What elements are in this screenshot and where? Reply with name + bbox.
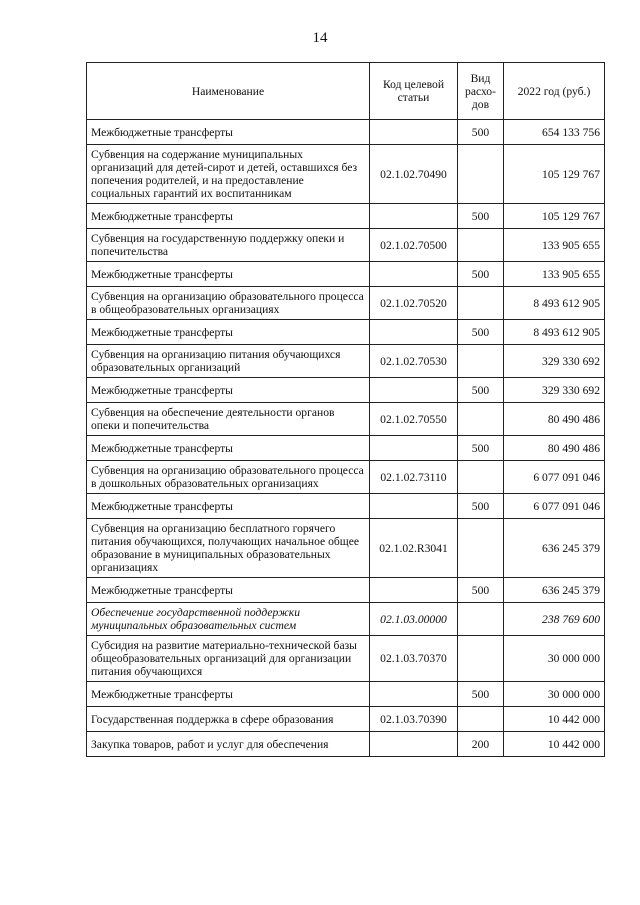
cell-expense-type: 500 <box>458 378 504 403</box>
cell-name: Субвенция на содержание муниципальных организаций для детей-сирот и детей, оставшихся без попечения родителей, и на предоставление социальных гарантий их воспитанникам <box>87 145 370 204</box>
table-row <box>87 436 605 461</box>
cell-name: Межбюджетные трансферты <box>87 578 370 603</box>
table-row <box>87 578 605 603</box>
header-code: Код целевой статьи <box>370 63 458 120</box>
cell-expense-type: 500 <box>458 682 504 707</box>
table-row <box>87 262 605 287</box>
table-row <box>87 229 605 262</box>
table-row <box>87 461 605 494</box>
cell-amount: 329 330 692 <box>504 378 605 403</box>
cell-amount: 105 129 767 <box>504 145 605 204</box>
cell-name: Субвенция на организацию бесплатного горячего питания обучающихся, получающих начальное общее образование в муниципальных образовательных организациях <box>87 519 370 578</box>
table-row <box>87 320 605 345</box>
budget-table <box>86 62 605 757</box>
table-row <box>87 345 605 378</box>
cell-name: Субсидия на развитие материально-технической базы общеобразовательных организаций для организации питания обучающихся <box>87 636 370 682</box>
cell-code <box>370 682 458 707</box>
cell-amount: 80 490 486 <box>504 436 605 461</box>
cell-name: Межбюджетные трансферты <box>87 262 370 287</box>
table-row <box>87 494 605 519</box>
table-row <box>87 603 605 636</box>
cell-name: Субвенция на обеспечение деятельности органов опеки и попечительства <box>87 403 370 436</box>
cell-expense-type: 200 <box>458 732 504 757</box>
cell-expense-type: 500 <box>458 204 504 229</box>
cell-code <box>370 494 458 519</box>
cell-amount: 654 133 756 <box>504 120 605 145</box>
cell-code: 02.1.03.00000 <box>370 603 458 636</box>
cell-code <box>370 578 458 603</box>
cell-amount: 10 442 000 <box>504 732 605 757</box>
header-name: Наименование <box>87 63 370 120</box>
cell-code: 02.1.02.70500 <box>370 229 458 262</box>
cell-name: Межбюджетные трансферты <box>87 494 370 519</box>
table-row <box>87 287 605 320</box>
cell-code: 02.1.02.R3041 <box>370 519 458 578</box>
cell-code: 02.1.02.70520 <box>370 287 458 320</box>
cell-name: Межбюджетные трансферты <box>87 320 370 345</box>
cell-name: Межбюджетные трансферты <box>87 120 370 145</box>
cell-name: Субвенция на организацию образовательного процесса в общеобразовательных организациях <box>87 287 370 320</box>
page-number: 14 <box>312 30 328 46</box>
cell-amount: 8 493 612 905 <box>504 320 605 345</box>
cell-amount: 30 000 000 <box>504 682 605 707</box>
cell-code <box>370 320 458 345</box>
cell-amount: 8 493 612 905 <box>504 287 605 320</box>
cell-expense-type <box>458 403 504 436</box>
table-header-row <box>87 63 605 120</box>
cell-amount: 329 330 692 <box>504 345 605 378</box>
cell-expense-type <box>458 461 504 494</box>
cell-name: Межбюджетные трансферты <box>87 204 370 229</box>
cell-expense-type: 500 <box>458 578 504 603</box>
header-expense-type: Вид расхо-дов <box>458 63 504 120</box>
cell-code <box>370 732 458 757</box>
cell-code: 02.1.02.70530 <box>370 345 458 378</box>
cell-amount: 30 000 000 <box>504 636 605 682</box>
cell-expense-type <box>458 229 504 262</box>
cell-amount: 105 129 767 <box>504 204 605 229</box>
cell-name: Обеспечение государственной поддержки муниципальных образовательных систем <box>87 603 370 636</box>
cell-amount: 133 905 655 <box>504 229 605 262</box>
table-row <box>87 120 605 145</box>
cell-amount: 133 905 655 <box>504 262 605 287</box>
cell-code: 02.1.03.70370 <box>370 636 458 682</box>
cell-expense-type <box>458 345 504 378</box>
cell-code <box>370 120 458 145</box>
cell-expense-type <box>458 707 504 732</box>
cell-expense-type <box>458 636 504 682</box>
table-row <box>87 519 605 578</box>
cell-name: Субвенция на организацию питания обучающихся образовательных организаций <box>87 345 370 378</box>
cell-code <box>370 262 458 287</box>
cell-name: Межбюджетные трансферты <box>87 378 370 403</box>
cell-amount: 636 245 379 <box>504 519 605 578</box>
cell-amount: 6 077 091 046 <box>504 461 605 494</box>
cell-amount: 6 077 091 046 <box>504 494 605 519</box>
cell-code: 02.1.02.70490 <box>370 145 458 204</box>
cell-amount: 636 245 379 <box>504 578 605 603</box>
cell-amount: 80 490 486 <box>504 403 605 436</box>
cell-code <box>370 204 458 229</box>
cell-code: 02.1.02.73110 <box>370 461 458 494</box>
table-row <box>87 682 605 707</box>
table-row <box>87 636 605 682</box>
cell-expense-type: 500 <box>458 120 504 145</box>
cell-expense-type <box>458 287 504 320</box>
cell-name: Субвенция на организацию образовательного процесса в дошкольных образовательных организациях <box>87 461 370 494</box>
cell-name: Межбюджетные трансферты <box>87 436 370 461</box>
cell-expense-type: 500 <box>458 320 504 345</box>
cell-name: Закупка товаров, работ и услуг для обеспечения <box>87 732 370 757</box>
table-row <box>87 378 605 403</box>
cell-expense-type <box>458 519 504 578</box>
table-row <box>87 707 605 732</box>
table-row <box>87 145 605 204</box>
cell-expense-type <box>458 603 504 636</box>
table-body <box>87 120 605 757</box>
cell-code <box>370 378 458 403</box>
cell-expense-type <box>458 145 504 204</box>
cell-expense-type: 500 <box>458 494 504 519</box>
cell-expense-type: 500 <box>458 436 504 461</box>
table-row <box>87 732 605 757</box>
cell-amount: 238 769 600 <box>504 603 605 636</box>
cell-expense-type: 500 <box>458 262 504 287</box>
cell-amount: 10 442 000 <box>504 707 605 732</box>
cell-code: 02.1.02.70550 <box>370 403 458 436</box>
cell-name: Межбюджетные трансферты <box>87 682 370 707</box>
cell-name: Государственная поддержка в сфере образования <box>87 707 370 732</box>
table-row <box>87 403 605 436</box>
cell-code: 02.1.03.70390 <box>370 707 458 732</box>
table-row <box>87 204 605 229</box>
cell-code <box>370 436 458 461</box>
header-amount-2022: 2022 год (руб.) <box>504 63 605 120</box>
cell-name: Субвенция на государственную поддержку опеки и попечительства <box>87 229 370 262</box>
